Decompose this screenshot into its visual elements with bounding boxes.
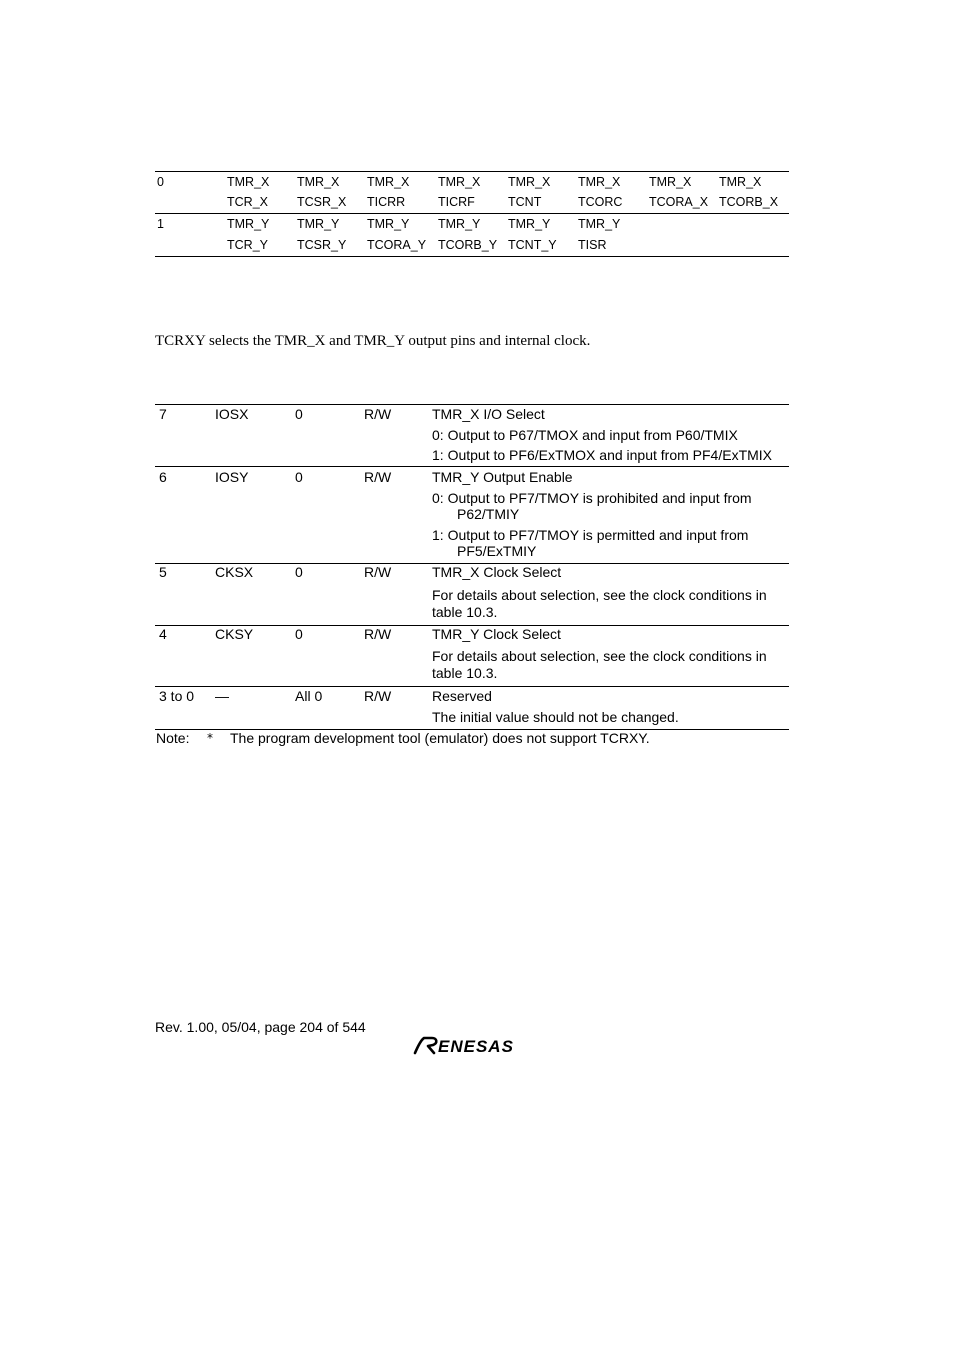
bit-initial: 0 — [295, 626, 303, 642]
module-cell: TCSR_Y — [297, 238, 347, 252]
module-cell: TCNT_Y — [508, 238, 557, 252]
note-label: Note: — [156, 730, 190, 746]
module-cell: TCORA_Y — [367, 238, 427, 252]
bit-name: IOSX — [215, 406, 249, 422]
bit-desc-title: TMR_X I/O Select — [432, 406, 545, 422]
module-cell: TCORB_Y — [438, 238, 498, 252]
note-text: The program development tool (emulator) does not support TCRXY. — [230, 730, 650, 746]
bit-desc-line: For details about selection, see the clock conditions in table 10.3. — [432, 587, 767, 620]
module-cell: TCORA_X — [649, 195, 709, 209]
note-marker: * — [207, 731, 213, 745]
bit-initial: 0 — [295, 469, 303, 485]
bit-desc-line: 0: Output to P67/TMOX and input from P60/TMIX — [432, 427, 738, 443]
module-cell: TMR_X — [227, 175, 270, 189]
module-cell: TICRF — [438, 195, 475, 209]
bit-number: 3 to 0 — [159, 688, 195, 704]
bit-desc-title: TMR_Y Output Enable — [432, 469, 573, 485]
page-info: Rev. 1.00, 05/04, page 204 of 544 — [155, 1019, 366, 1035]
module-cell: TMR_X — [578, 175, 621, 189]
bit-rw: R/W — [364, 469, 392, 485]
bit-row-rule — [155, 466, 789, 467]
bit-rw: R/W — [364, 564, 392, 580]
module-cell: TMR_Y — [438, 217, 481, 231]
renesas-logo-mark — [412, 1034, 534, 1056]
bit-desc-line: 1: Output to PF6/ExTMOX and input from PF4/ExTMIX — [432, 447, 773, 463]
module-cell: TCORC — [578, 195, 623, 209]
module-cell: TISR — [578, 238, 607, 252]
bit-number: 4 — [159, 626, 167, 642]
bit-number: 6 — [159, 469, 167, 485]
module-row-0-index: 0 — [157, 175, 164, 189]
bit-initial: 0 — [295, 406, 303, 422]
bit-rw: R/W — [364, 406, 392, 422]
bit-name: — — [215, 688, 229, 704]
module-table-top-rule — [155, 171, 789, 172]
module-cell: TMR_Y — [227, 217, 270, 231]
module-cell: TMR_Y — [578, 217, 621, 231]
module-cell: TCORB_X — [719, 195, 779, 209]
module-cell: TCNT — [508, 195, 542, 209]
bit-name: IOSY — [215, 469, 249, 485]
module-cell: TMR_X — [719, 175, 762, 189]
module-cell: TMR_X — [367, 175, 410, 189]
module-table-bottom-rule — [155, 256, 789, 257]
bit-desc-line: The initial value should not be changed. — [432, 709, 679, 725]
bit-desc-line: 0: Output to PF7/TMOY is prohibited and input from P62/TMIY — [432, 490, 752, 522]
bit-name: CKSX — [215, 564, 254, 580]
bit-row-rule — [155, 686, 789, 687]
module-table-row-rule — [155, 213, 789, 214]
module-cell: TCSR_X — [297, 195, 347, 209]
bit-table-top-rule — [155, 404, 789, 405]
module-cell: TCR_X — [227, 195, 268, 209]
module-cell: TCR_Y — [227, 238, 268, 252]
module-cell: TMR_X — [438, 175, 481, 189]
module-cell: TMR_Y — [297, 217, 340, 231]
bit-desc-title: TMR_X Clock Select — [432, 564, 562, 580]
bit-desc-line: For details about selection, see the clock conditions in table 10.3. — [432, 648, 767, 681]
module-cell: TMR_X — [649, 175, 692, 189]
bit-desc-title: TMR_Y Clock Select — [432, 626, 561, 642]
module-cell: TICRR — [367, 195, 406, 209]
bit-initial: 0 — [295, 564, 303, 580]
module-cell: TMR_Y — [367, 217, 410, 231]
bit-number: 7 — [159, 406, 167, 422]
bit-number: 5 — [159, 564, 167, 580]
svg-text:ENESAS: ENESAS — [438, 1037, 514, 1056]
module-cell: TMR_Y — [508, 217, 551, 231]
module-cell: TMR_X — [508, 175, 551, 189]
bit-desc-line: 1: Output to PF7/TMOY is permitted and input from PF5/ExTMIY — [432, 527, 749, 559]
bit-desc-title: Reserved — [432, 688, 492, 704]
body-paragraph: TCRXY selects the TMR_X and TMR_Y output pins and internal clock. — [155, 333, 591, 349]
module-row-1-index: 1 — [157, 217, 164, 231]
renesas-logo — [412, 1034, 534, 1056]
bit-rw: R/W — [364, 626, 392, 642]
bit-initial: All 0 — [295, 688, 323, 704]
module-cell: TMR_X — [297, 175, 340, 189]
bit-rw: R/W — [364, 688, 392, 704]
bit-name: CKSY — [215, 626, 254, 642]
